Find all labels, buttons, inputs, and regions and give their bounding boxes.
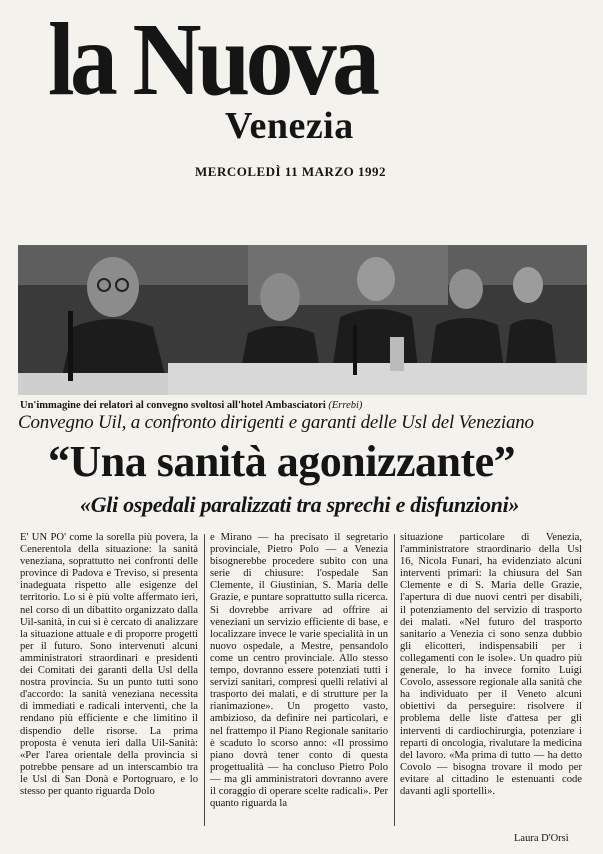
photo-illustration <box>18 245 587 395</box>
article-byline: Laura D'Orsi <box>514 833 569 844</box>
article-headline: “Una sanità agonizzante” <box>48 437 516 486</box>
photo-caption-text: Un'immagine dei relatori al convegno svoltosi all'hotel Ambasciatori <box>20 400 326 411</box>
masthead-subtitle: Venezia <box>225 105 354 147</box>
article-subheadline: «Gli ospedali paralizzati tra sprechi e disfunzioni» <box>80 492 520 517</box>
issue-date: MERCOLEDÌ 11 MARZO 1992 <box>195 164 386 179</box>
article-column-3: situazione particolare di Venezia, l'amministratore straordinario della Usl 16, Nicola Funari, ha evidenziato alcuni interventi primari: la chiusura del San Clemente e di S. Maria delle Grazie, l'apertura di due nuovi centri per disabili, il potenziamento del servizio di trasporto dei malati. «Nel futuro del trasporto sanitario a Venezia ci sono senza dubbio gli elicotteri, indispensabili per i collegamenti con le isole». Un quadro più generale, lo ha invece fornito Luigi Covolo, assessore regionale alla sanità che ha individuato per il Veneto alcuni obiettivi da perseguire: risolvere il problema delle liste d'attesa per gli interventi di cardiochirurgia, potenziare i reparti di oncologia, rivalutare la medicina del lavoro. «Ma prima di tutto — ha detto Covolo — bisogna trovare il modo per evitare al cittadino le estenuanti code davanti agli sportelli». <box>400 532 582 797</box>
article-column-1: E' UN PO' come la sorella più povera, la Cenerentola della situazione: la sanità veneziana, soprattutto nei confronti delle province di Padova e Treviso, si presenta inadeguata rispetto alle esigenze del territorio. Lo si è più volte affermato ieri, nel corso di un dibattito organizzato dalla Uil-sanità, in cui si è cercato di analizzare la situazione attuale e di proporre progetti per il futuro. Sono intervenuti alcuni amministratori straordinari e presidenti dei Comitati dei garanti della Usl della nostra provincia. Su un punto tutti sono d'accordo: la sanità veneziana necessita di immediati e radicali interventi, che la rendano più efficiente e che limitino il dispendio delle risorse. La prima proposta è venuta ieri dalla Uil-Sanità: «Per l'area orientale della provincia si potrebbe pensare ad un interscambio tra le Usl di San Donà e Portogruaro, e lo stesso per quanto riguarda Dolo <box>20 532 198 797</box>
column-divider <box>204 534 205 826</box>
photo-credit: (Errebi) <box>328 400 363 411</box>
column-divider <box>394 534 395 826</box>
article-column-2: e Mirano — ha precisato il segretario provinciale, Pietro Polo — a Venezia bisognerebbe procedere subito con una serie di chiusure: l'ospedale San Clemente, il Giustinian, S. Maria delle Grazie, e puntare soprattutto sulla ricerca. Si dovrebbe arrivare ad offrire ai veneziani un servizio efficiente di base, e localizzare invece le varie specialità in un nuovo ospedale, a Mestre, pensandolo come un centro provinciale. Allo stesso tempo, dovranno essere potenziati tutti i servizi sanitari, compresi quelli relativi al trasporto dei malati, e di strutture per la rianimazione». Un progetto vasto, ambizioso, da definire nei particolari, e nel frattempo il Piano Regionale sanitario è scaduto lo scorso anno: «Il prossimo piano dovrà tener conto di questa progettualità — ha concluso Pietro Polo — ma gli amministratori dovranno avere il coraggio di operare scelte radicali». Per quanto riguarda la <box>210 532 388 810</box>
article-photo <box>18 245 587 395</box>
article-kicker: Convegno Uil, a confronto dirigenti e garanti delle Usl del Veneziano <box>18 412 534 433</box>
masthead-title: la Nuova <box>48 2 376 117</box>
photo-caption <box>20 400 590 411</box>
